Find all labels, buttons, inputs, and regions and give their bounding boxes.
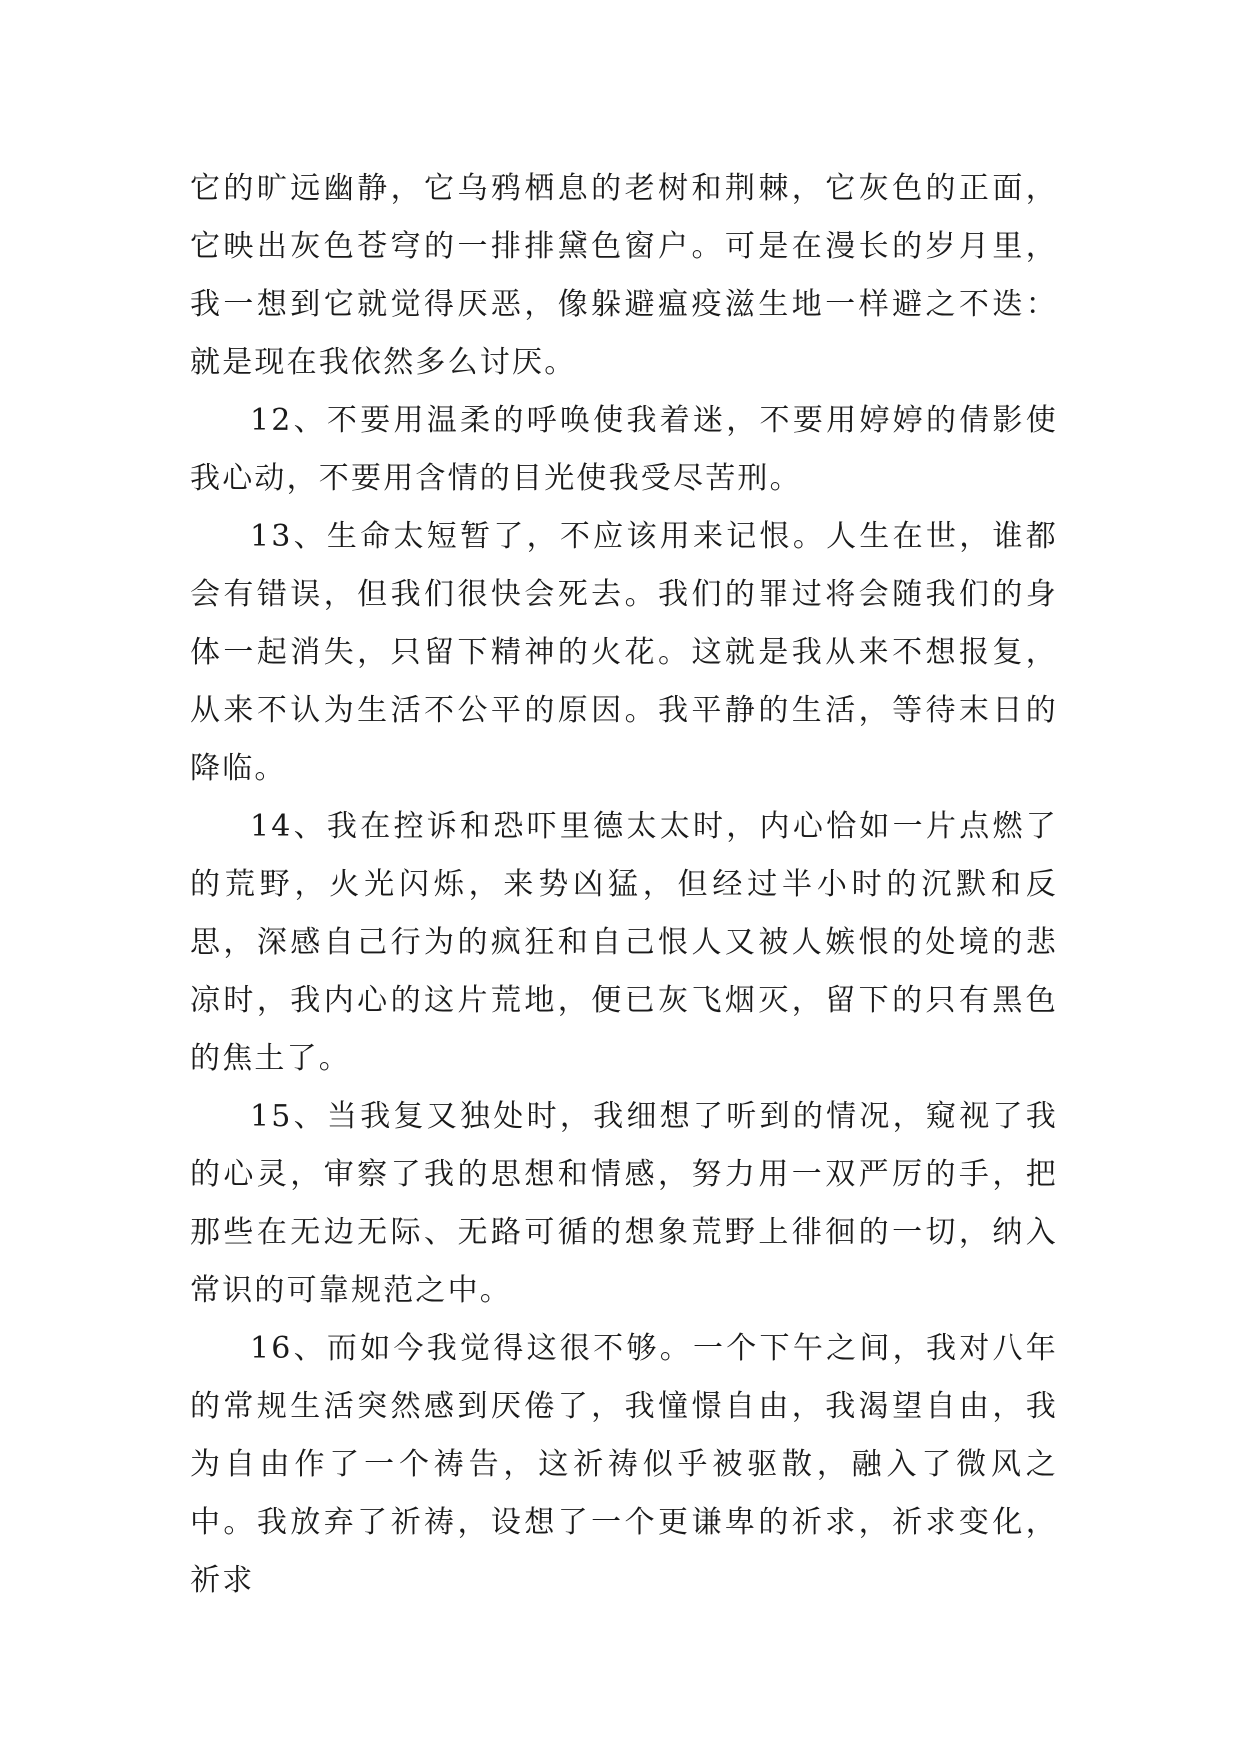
paragraph-16: 16、而如今我觉得这很不够。一个下午之间，我对八年的常规生活突然感到厌倦了，我憧憬自由，我渴望自由，我为自由作了一个祷告，这祈祷似乎被驱散，融入了微风之中。我放弃了祈祷，设想了一个更谦卑的祈求，祈求变化，祈求 <box>190 1331 1058 1598</box>
paragraph-12: 12、不要用温柔的呼唤使我着迷，不要用婷婷的倩影使我心动，不要用含情的目光使我受尽苦刑。 <box>190 403 1058 496</box>
paragraph-13: 13、生命太短暂了，不应该用来记恨。人生在世，谁都会有错误，但我们很快会死去。我们的罪过将会随我们的身体一起消失，只留下精神的火花。这就是我从来不想报复，从来不认为生活不公平的原因。我平静的生活，等待末日的降临。 <box>190 519 1058 786</box>
paragraph-14: 14、我在控诉和恐吓里德太太时，内心恰如一片点燃了的荒野，火光闪烁，来势凶猛，但经过半小时的沉默和反思，深感自己行为的疯狂和自己恨人又被人嫉恨的处境的悲凉时，我内心的这片荒地，便已灰飞烟灭，留下的只有黑色的焦土了。 <box>190 809 1058 1076</box>
paragraph-continuation: 它的旷远幽静，它乌鸦栖息的老树和荆棘，它灰色的正面，它映出灰色苍穹的一排排黛色窗户。可是在漫长的岁月里，我一想到它就觉得厌恶，像躲避瘟疫滋生地一样避之不迭：就是现在我依然多么讨厌。 <box>190 171 1058 380</box>
document-body <box>190 160 1058 1610</box>
paragraph-15: 15、当我复又独处时，我细想了听到的情况，窥视了我的心灵，审察了我的思想和情感，努力用一双严厉的手，把那些在无边无际、无路可循的想象荒野上徘徊的一切，纳入常识的可靠规范之中。 <box>190 1099 1058 1308</box>
